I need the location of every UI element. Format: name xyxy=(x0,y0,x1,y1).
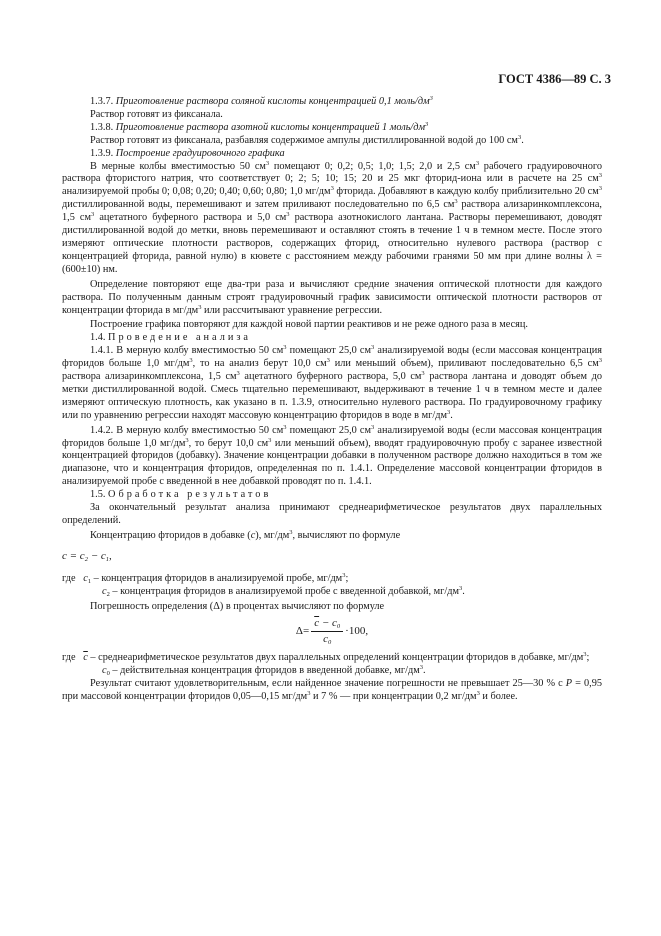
where-c-mean: где $\overline{c}$ – среднеарифметическое результатов двух параллельных определений концентрации фторидов в добавке, $мг/дм^3$; xyxy=(62,651,590,664)
section-1-3-8-body: Раствор готовят из фиксанала, разбавляя содержимое ампулы дистиллированной водой до 100 $см^3$. xyxy=(90,133,524,146)
section-1-4-2: 1.4.2. В мерную колбу вместимостью 50 $см^3$ помещают 25,0 $см^3$ анализируемой воды (если массовая концентрация фторидов больше 1,0 $мг/дм^3$, то берут 10,0 $см^3$ или меньший объем), вводят градуировочную пробу с заранее известной концентрацией фторидов (добавку). Значение концентрации добавки в полученном растворе должно находиться в том же диапазоне, что и концентрация фторидов, определенная по п. 1.4.1. Определение массовой концентрации фторидов в анализируемой пробе с введенной в нее добавкой проводят по п. 1.4.1. xyxy=(62,423,602,488)
c-mean-symbol: $\overline{c}$ xyxy=(314,617,320,630)
formula-error: Δ= $\frac{\overline{c} - c_0}{c_0}$ ·100, xyxy=(295,617,369,647)
section-1-3-7-title: 1.3.7. Приготовление раствора соляной кислоты концентрацией 0,1 моль/$дм^3$ xyxy=(90,95,433,107)
section-1-3-9-paragraph-2: Определение повторяют еще два-три раза и вычисляют средние значения оптической плотности для каждого раствора. По полученным данным строят градуировочный график зависимости оптической плотности растворов от концентрации фторида в $мг/дм^3$ или рассчитывают уравнение регрессии. xyxy=(62,278,602,316)
formula-error-fraction: $\frac{\overline{c} - c_0}{c_0}$ xyxy=(311,617,343,646)
section-1-3-8-title: 1.3.8. Приготовление раствора азотной кислоты концентрацией 1 моль/$дм^3$ xyxy=(90,120,429,133)
where-c2: $c_2$ – концентрация фторидов в анализируемой пробе с введенной добавкой, $мг/дм^3$. xyxy=(102,584,465,598)
section-1-3-9-paragraph-1: В мерные колбы вместимостью 50 $см^3$ помещают 0; 0,2; 0,5; 1,0; 1,5; 2,0 и 2,5 $см^3$ рабочего градуировочного раствора фтористого натрия, что соответствует 0; 2; 5; 10; 15; 20 и 25 мкг фторид-иона или в расчете на 25 $см^3$ анализируемой пробы 0; 0,08; 0,20; 0,40; 0,60; 0,80; 1,0 $мг/дм^3$ фторида. Добавляют в каждую колбу приблизительно 20 $см^3$ дистиллированной воды, перемешивают и затем приливают последовательно по 6,5 $см^3$ раствора ализаринкомплексона, 1,5 $см^3$ ацетатного буферного раствора и 5,0 $см^3$ раствора азотнокислого лантана. Растворы перемешивают, доводят дистиллированной водой до метки, вновь перемешивают и оставляют стоять в течение 1 ч в темном месте. После этого измеряют оптические плотности растворов, содержащих фторид, относительно нулевого раствора (раствор с концентрацией фторида, равной нулю) в кювете с расстоянием между рабочими гранями 50 мм при длине волны λ = (600±10) нм. xyxy=(62,159,603,275)
section-1-3-9-title: 1.3.9. Построение градуировочного графика xyxy=(90,147,285,159)
where-c0: $c_0$ – действительная концентрация фторидов в введенной добавке, $мг/дм^3$. xyxy=(102,664,426,678)
section-1-5-title: 1.5. Обработка результатов xyxy=(90,489,272,501)
section-1-3-7-body: Раствор готовят из фиксанала. xyxy=(90,108,223,120)
formula-addition-concentration: $c = c_2 - c_1$, xyxy=(62,549,112,563)
section-1-5-paragraph-2: Концентрацию фторидов в добавке (c), $мг/дм^3$, вычисляют по формуле xyxy=(90,528,401,541)
error-intro: Погрешность определения (Δ) в процентах вычисляют по формуле xyxy=(90,600,385,612)
document-body xyxy=(62,96,602,704)
result-criterion: Результат считают удовлетворительным, если найденное значение погрешности не превышает 25—30 % с P = 0,95 при массовой концентрации фторидов 0,05—0,15 $мг/дм^3$ и 7 % — при концентрации 0,2 $мг/дм^3$ и более. xyxy=(62,678,602,702)
section-1-3-9-paragraph-3: Построение графика повторяют для каждой новой партии реактивов и не реже одного раза в месяц. xyxy=(90,319,528,331)
page-header: ГОСТ 4386—89 С. 3 xyxy=(498,72,611,86)
section-1-5-paragraph-1: За окончательный результат анализа принимают среднеарифметическое результатов двух параллельных определений. xyxy=(62,502,602,526)
where-c1: где $c_1$ – концентрация фторидов в анализируемой пробе, $мг/дм^3$; xyxy=(62,571,349,585)
section-1-4-title: 1.4. Проведение анализа xyxy=(90,332,252,344)
section-1-4-1: 1.4.1. В мерную колбу вместимостью 50 $см^3$ помещают 25,0 $см^3$ анализируемой воды (если массовая концентрация фторидов больше 1,0 $мг/дм^3$, то на анализ берут 10,0 $см^3$ или меньший объем), приливают последовательно 6,5 $см^3$ раствора ализаринкомплексона, 1,5 $см^3$ ацетатного буферного раствора, 5,0 $см^3$ раствора лантана и доводят объем до метки дистиллированной водой. Смесь тщательно перемешивают, выдерживают в течение 1 ч в темном месте и далее измеряют оптическую плотность, как указано в п. 1.3.9, относительно нулевого раствора. По градуировочному графику или по уравнению регрессии находят массовую концентрацию фторидов в воде в $мг/дм^3$. xyxy=(62,344,603,421)
